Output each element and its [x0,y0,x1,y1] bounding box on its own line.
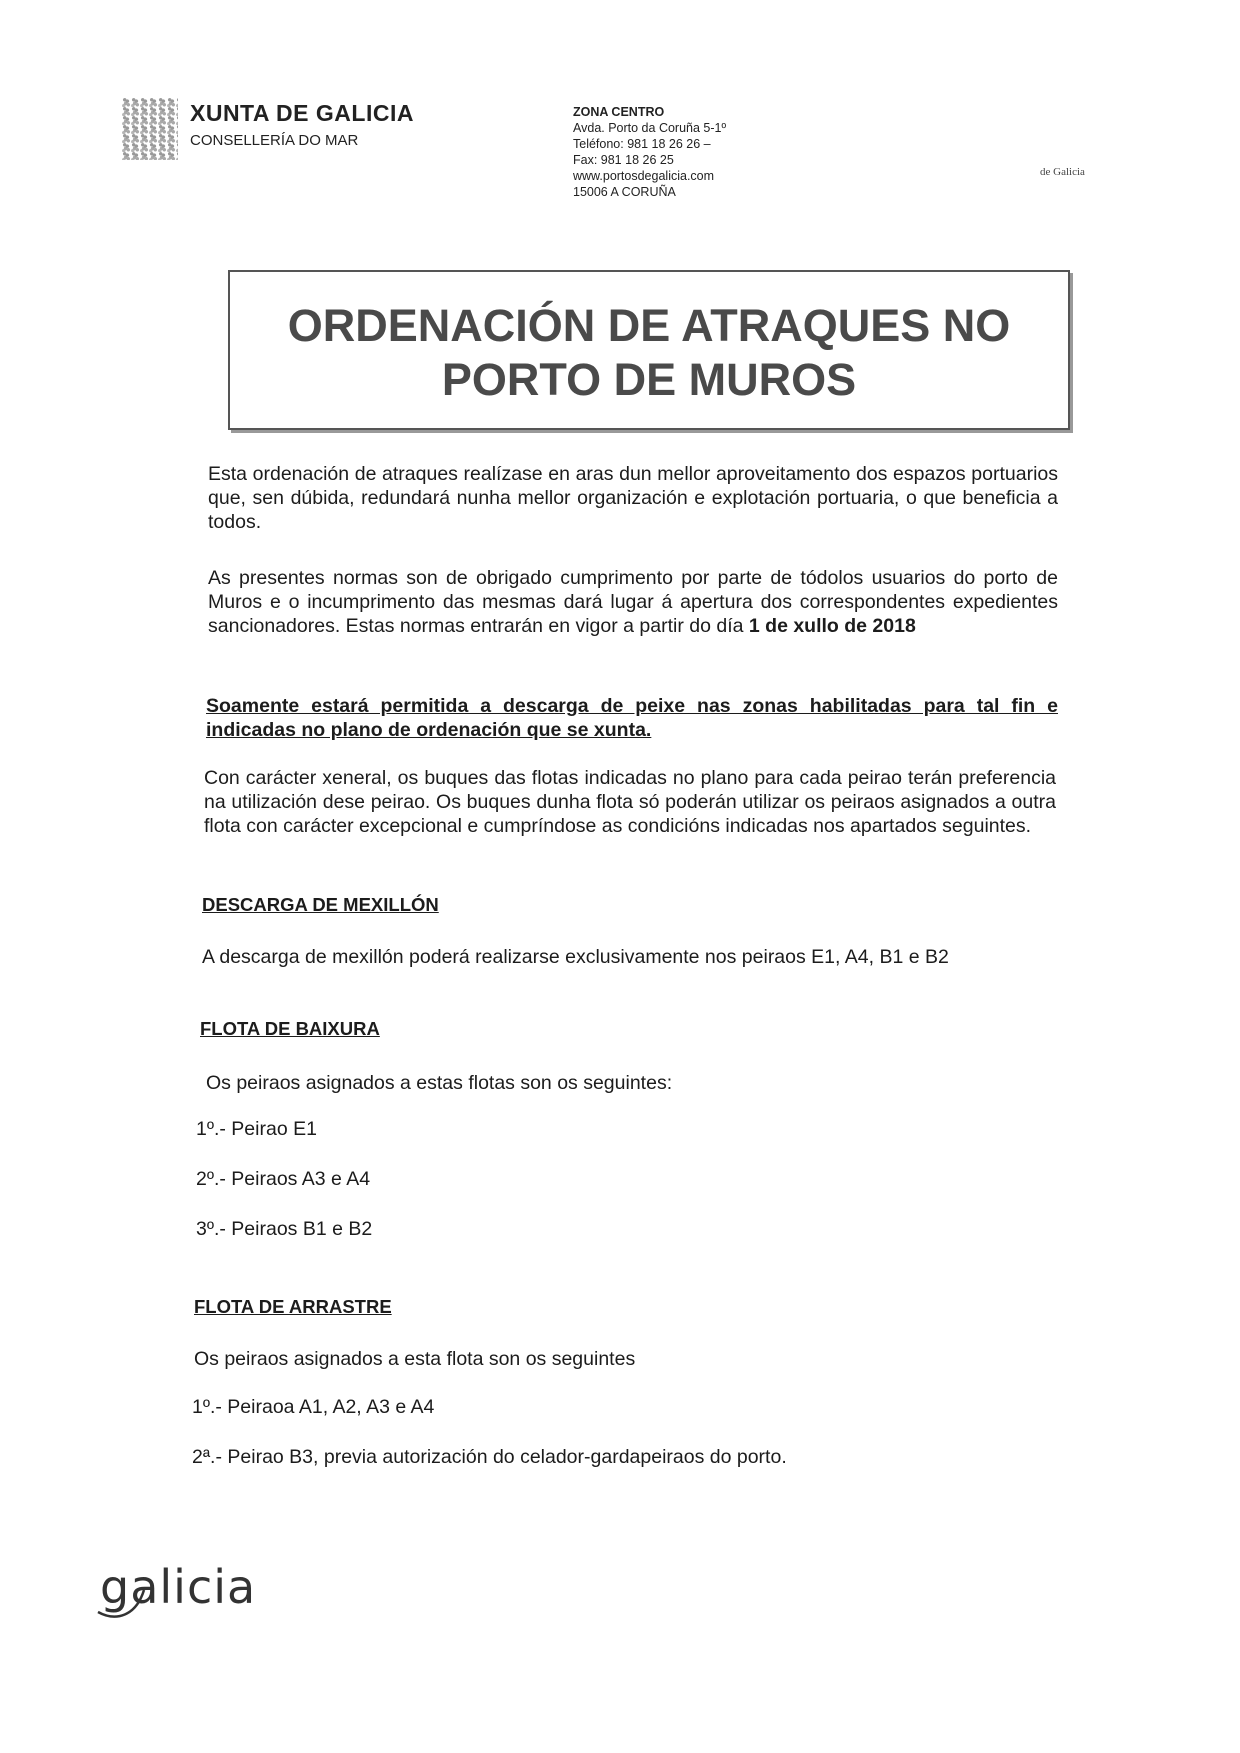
contact-address: Avda. Porto da Coruña 5-1º [573,121,727,135]
corner-text: de Galicia [1040,166,1085,178]
title-box [228,270,1070,430]
contact-fax: Fax: 981 18 26 25 [573,153,674,167]
heading-mexillon: DESCARGA DE MEXILLÓN [202,894,439,915]
contact-phone: Teléfono: 981 18 26 26 – [573,137,711,151]
baixura-intro: Os peiraos asignados a estas flotas son os seguintes: [206,1072,673,1094]
contact-postal: 15006 A CORUÑA [573,185,676,199]
title-line-2: PORTO DE MUROS [441,354,857,405]
heading-arrastre: FLOTA DE ARRASTRE [194,1296,392,1317]
contact-zone: ZONA CENTRO [573,105,665,119]
mexillon-text: A descarga de mexillón poderá realizarse exclusivamente nos peiraos E1, A4, B1 e B2 [202,946,949,968]
galicia-swoosh-icon [96,1580,166,1620]
department-name: CONSELLERÍA DO MAR [190,132,359,149]
paragraph-norms-text: As presentes normas son de obrigado cumprimento por parte de tódolos usuarios do porto de Muros e o incumprimento das mesmas dará lugar á apertura dos correspondentes expedientes sancionadores. Estas normas entrarán en vigor a partir do día [208,567,1058,637]
xunta-seal-logo [122,98,178,160]
org-name: XUNTA DE GALICIA [190,100,414,126]
baixura-item-1: 1º.- Peirao E1 [196,1118,317,1140]
paragraph-norms [208,566,1058,638]
arrastre-intro: Os peiraos asignados a esta flota son os seguintes [194,1348,636,1370]
contact-block [573,104,726,200]
effective-date: 1 de xullo de 2018 [748,615,916,637]
arrastre-item-1: 1º.- Peiraoa A1, A2, A3 e A4 [192,1396,435,1418]
galicia-logo: galicia [100,1560,257,1614]
paragraph-intro: Esta ordenación de atraques realízase en aras dun mellor aproveitamento dos espazos portuarios que, sen dúbida, redundará nunha mellor organización e explotación portuaria, o que beneficia a todos. [208,463,1058,533]
title-line-1: ORDENACIÓN DE ATRAQUES NO [287,300,1011,351]
paragraph-unloading-rule: Soamente estará permitida a descarga de peixe nas zonas habilitadas para tal fin e indicadas no plano de ordenación que se xunta. [206,695,1058,741]
paragraph-general: Con carácter xeneral, os buques das flotas indicadas no plano para cada peirao terán preferencia na utilización dese peirao. Os buques dunha flota só poderán utilizar os peiraos asignados a outra flota con carácter excepcional e cumpríndose as condicións indicadas nos apartados seguintes. [204,767,1056,837]
arrastre-item-2: 2ª.- Peirao B3, previa autorización do celador-gardapeiraos do porto. [192,1446,787,1468]
baixura-item-2: 2º.- Peiraos A3 e A4 [196,1168,371,1190]
contact-website: www.portosdegalicia.com [573,169,715,183]
heading-baixura: FLOTA DE BAIXURA [200,1018,380,1039]
baixura-item-3: 3º.- Peiraos B1 e B2 [196,1218,373,1240]
